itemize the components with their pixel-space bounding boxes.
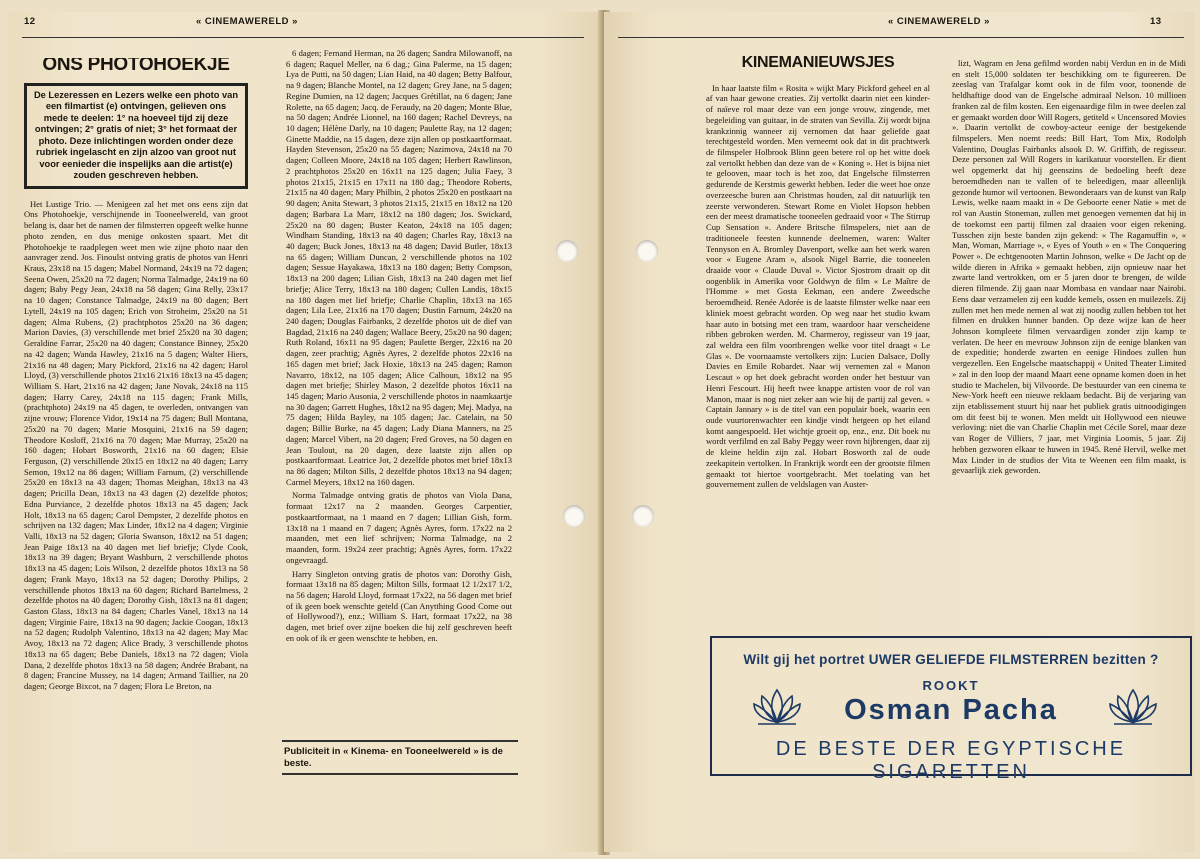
lotus-ornament-right-icon: [1108, 686, 1158, 726]
binding-hole: [563, 505, 585, 527]
left-column-1: [24, 58, 248, 808]
right-column-1: [706, 56, 930, 616]
left-column-2: [286, 48, 512, 780]
right-header-rule: [618, 37, 1184, 38]
binding-hole: [636, 240, 658, 262]
right-column-2: [952, 58, 1186, 626]
photohoekje-title: ONS PHOTOHOEKJE: [42, 58, 230, 75]
publicity-footer: Publiciteit in « Kinema- en Tooneelwereld » is de beste.: [284, 746, 503, 769]
right-running-header: « CINEMAWERELD »: [888, 16, 990, 27]
left-header-rule: [22, 37, 584, 38]
norma-talmadge-entry: Norma Talmadge ontving gratis de photos van Viola Dana, formaat 12x17 na 2 maanden. Georges Carpentier, postkaartformaat, na 1 maand en 7 dagen; Lillian Gish, form. 13x18 na 1 maand en 7 dagen; Agnès Ayres, form. 17x22 na 2 maanden, met een lief schrijven; Norma Talmadge, na 2 maanden, form. 19x24 zeer prachtig; Agnès Ayres, form. 17x22 ongevraagd.: [286, 490, 512, 565]
binding-hole: [632, 505, 654, 527]
right-page-number: 13: [1150, 16, 1162, 27]
advert-slogan: DE BESTE DER EGYPTISCHE SIGARETTEN: [775, 738, 1127, 783]
notice-box: De Lezeressen en Lezers welke een photo van een filmartist (e) ontvingen, gelieven ons mede te deelen: 1° na hoeveel tijd zij deze ontvingen; 2° gratis of niet; 3° het formaat der photo. Deze inlichtingen worden onder deze rubriek ingelascht en zijn alzoo van groot nut voor eenieder die inspelijks aan die artist(e) zouden geschreven hebben.: [24, 83, 248, 189]
advert-brand: Osman Pacha: [844, 694, 1058, 726]
binding-hole: [556, 240, 578, 262]
harry-singleton-entry: Harry Singleton ontving gratis de photos van: Dorothy Gish, formaat 13x18 na 85 dagen; Milton Sills, formaat 12 1/2x17 1/2, na 56 dagen; Harold Lloyd, formaat 17x22, na 56 dagen met brief of ik geen boek wenschte geteld (Can Anytthing Good Come out of Hollywood?), enz.; William S. Hart, formaat 17x22, na 38 dagen, met brief over zijne boeken die hij zelf geschreven heeft en ook of ik er geen wenschte te hebben, en.: [286, 568, 512, 643]
lotus-ornament-left-icon: [752, 686, 802, 726]
osman-pacha-advert: [710, 636, 1192, 783]
footer-top-rule: [282, 740, 518, 742]
footer-bottom-rule: [282, 773, 518, 775]
kinemanieuwsjes-title: KINEMANIEUWSJES: [741, 56, 895, 71]
left-page-number: 12: [24, 16, 36, 27]
advert-rookt: ROOKT: [922, 678, 980, 693]
news-text-continued: lizt, Wagram en Jena gefilmd worden nabij Verdun en in de Midi en stelt 15,000 soldaten ter beschikking om te figureeren. De zeeslag van Trafalgar komt ook in de film voor, toonende de heldhaftige dood van de Engelsche admiraal Nelson. 10 millioen franken zal de film kosten. Een eigenaardige film in twee deelen zal er gemaakt worden door Will Rogers, getiteld « Uncensored Movies ». Daarin vertolkt de cowboy-acteur eenige der bestgekende filmspelers. Men noemt reeds: Bill Hart, Tom Mix, Rodolph Valentino, Douglas Fairbanks alsook D. W. Griffith, de regisseur. Deze personen zal Will Rogers in karikatuur voorstellen. Er dient wel opgemerkt dat hij geenszins de bedoeling heeft deze beroemdheden nan te vallen of te beleedigen, maar alleenlijk gezonde humor wil vertoonen. Bewonderaars van de kunst van Ralp Lewis, welke naam maakt in « De Geboorte eener Natie » met de rol van Austin Stoneman, zullen met genoegen vernemen dat hij in de toekomst een partij filmen zal draaien voor eigen rekening. Tusschen zijn beste banden zijn gekend: « The Ragamuffin », « Man, Woman, Marriage », « Eyes of Youth » en « The Conquering Power ». De echtgenooten Martin Johnson, welke « De Jacht op de wilde dieren in Afrika » gemaakt hebben, zijn opnieuw naar het zwarte land vertrokken, om er 5 jaren door te brengen, de wilde dieren filmende. Zij gaan naar Mombasa en vandaar naar Nairobi. Eens daar verzamelen zij een kudde kemels, ossen en muilezels. Zij zullen met hen mede nemen al wat zij noodig zullen hebben tot het filmen en drukken hunner banden. Op deze wijze kan de heer Johnson kompleete filmen vervaardigen zonder zijn kamp te verlaten. De heer en mevrouw Johnson zijn de eenige blanken van de expeditie; honderde zwarten en eenige Hindoes zullen hun vergezellen. Een Engelsche maatschappij « United Theater Limited » zal in den loop der maand Maart eene opname komen doen in het studio te Machelen, bij Vilvoorde. De bestuurder van een cinema te New-York heeft een nieuwe reklaam bedacht. Bij de verjaring van zijn etablissement stuurt hij naar het publiek gratis uitnoodigingen om dit feest bij te wonen. Men meldt uit Hollywood een nieuwe verloving: niet die van Charlie Chaplin met Cécile Sorel, maar deze van Roger de Villiers, 7 jaar, met Virginia Loomis, 5 jaar. Zij hebben gezworen elkaar te huwen in 1945. René Hervil, welke met Max Linder in de studios der Vita te Weenen een film maakt, is gevaarlijk ziek geworden.: [952, 58, 1186, 476]
advert-headline: Wilt gij het portret UWER GELIEFDE FILMSTERREN bezitten ?: [743, 652, 1159, 667]
news-text: In haar laatste film « Rosita » wijkt Mary Pickford geheel en al af van haar gewone creaties. Zij vertolkt daarin niet een kinder- of naïeve rol maar deze van een jonge vrouw, zingende, met begeleiding van guitaar, in de straten van Sevilla. Zij wordt bijna krankzinnig wanneer zij vernomen dat haar geliefde gaat terechtgesteld worden. Men verneemt ook dat in dit prachtwerk de filmspeler Holbrook Blinn geen betere rol op het witte doek zal vertolkt hebben dan deze van de « Koning ». Het is bijna niet te gelooven, maar toch is het zoo, dat Engelsche filmsterren gedurende de Kerstmis gewerkt hebben. Ieder die weet hoe onze overzeesche buren aan Christmas houden, zal dit natuurlijk ten zeerste verwonderen. Stewart Rome en Violet Hopson hebben een der meest dramatische tooneelen gedraaid voor « The Stirrup Cup Sensation ». Andere Britsche filmspelers, niet aan de traditioneele feesten kunnende deelnemen, waren: Walter Tennyson en A. Bromley Davenport, welke aan het werk waren voor « Eugene Aram », alsook Nigel Barrie, die tooneelen draaide voor « Claude Duval ». Victor Sjostrom draait op dit oogenblik in Amerika voor Goldwyn de film « Le Maître de l'Homme » met Gosta Eekman, een andere Zweedsche beroemdheid. Renée Adorée is de laatste filmster welke naar een kliniek moest gebracht worden. Op weg naar het studio kwam haar auto in botsing met een tram, waardoor haar verscheidene ribben gebroken werden. M. Charmeroy, regisseur van 19 jaar, zal weldra een film voortbrengen welke voor titel draagt « Le Glas ». De voornaamste vertolkers zijn: Lucien Dalsace, Dolly Davies en Emile Robardet. Naar wij vernemen zal « Manon Lescaut » op het doek gebracht worden onder het bestuur van Henri Fescourt. Hij heeft twee knappe artisten voor de rol van Manon, maar is nog niet zeker aan wie hij de partij zal geven. « Captain Jannary » is de titel van een populair boek, waarin een oude vuurtorenwachter een kindje vindt hetgeen op het eiland komt aangespoeld. Het wichtje groeit op, enz., enz. Dit boek nu wordt verfilmd en zal Baby Peggy weer rovn hijbrengen, daar zij de kleine heldin zijn zal. Hobart Bosworth zal de oude zeekapitein vertolken. In Frankrijk wordt een der grootste filmen gemaakt tot hiertoe voortgebracht. Met toelating van het gouvernement zullen de veldslagen van Auster-: [706, 82, 930, 490]
photohoekje-text: Het Lustige Trio. — Menigeen zal het met ons eens zijn dat Ons Photohoekje, verschijnende in Tooneelwereld, van groot belang is, daar het de namen der filmsterren opgeeft welke hunne photo zenden, en dus menige onkosten spaart. Met dit Photohoekje te raadplegen weet men wie zijne photo naar den aanvrager zend. Jos. Finoulst ontving gratis de photos van Henri Kraus, 23x18 na 15 dagen; Mabel Normand, 24x19 na 72 dagen; Seena Owen, 25x20 na 72 dagen; Norma Talmadge, 24x19 na 60 dagen; Baby Pegy Jean, 24x18 na 58 dagen; Gina Relly, 23x17 na 10 dagen; Constance Talmadge, 24x19 na 80 dagen; Bert Lytell, 24x19 na 105 dagen; Erich von Stroheim, 25x20 na 51 dagen; Alma Rubens, (2) prachtphotos 25x20 na 36 dagen; Marion Davies, (3) verschillende met brief 25x20 na 30 dagen; Geraldine Farrar, 25x20 na 40 dagen; Constance Binney, 25x20 na 42 dagen; Wanda Hawley, 21x16 na 5 dagen; Walter Hiers, 21x16 na 48 dagen; Mary Pickford, 21x16 na 42 dagen; Harol Lloyd, (3) verschillende photos 21x16 21x16 18x13 na 45 dagen; William S. Hart, 21x16 na 42 dagen; Jane Novak, 24x18 na 115 dagen; Harry Carey, 24x18 na 115 dagen; Frank Mills, (prachtphoto) 24x19 na 45 dagen, te overleden, ontvangen van zijne vrouw; Florence Vidor, 19x14 na 75 dagen; Bull Montana, 25x20 na 70 dagen; Marie Mosquini, 21x16 na 59 dagen; Theodore Kosloff, 21x16 na 70 dagen; Mae Murray, 25x20 na 160 dagen; Hobart Bosworth, 21x16 na 60 dagen; Elsie Ferguson, (2) verschillende 20x15 en 18x12 na 40 dagen; Larry Semon, 19x12 na 86 dagen; William Farnum, (2) verschillende 25x20 en 18x13 na 43 dagen; Thomas Meighan, 18x13 na 43 dagen; Pricilla Dean, 18x13 na 43 dagen (2) dezelfde photos; Edna Purviance, 2 dezelfde photos 18x13 na 45 dagen; Jack Holt, 18x13 na 65 dagen; Carol Dempster, 2 dezelfde photos en schrijven na 132 dagen; Max Linder, 18x12 na 4 dagen; Virginie Valli, 18x13 na 52 dagen; Gloria Swanson, 18x12 na 51 dagen; Jean Paige 18x13 na 40 dagen met lief briefje; Clyde Cook, 18x13 na 39 dagen; Bryant Washburn, 2 verschillende photos 18x13 na 45 dagen; Lois Wilson, 2 dezelfde photos 18x13 na 58 dagen; Frank Mayo, 18x13 na 52 dagen; Dorothy Philips, 2 verschillende photos 18x13 na 60 dagen; Richard Bartelmess, 2 dezelfde photos na 40 dagen; Dorothy Gish, 18x13 na 81 dagen; Gaston Glass, 18x13 na 84 dagen; Charles Vanel, 18x13 na 14 dagen; Virginie Faire, 18x13 na 90 dagen; Jackie Coogan, 18x13 na 52 dagen; Rudolph Valentino, 18x13 na 42 dagen; May Mac Avoy, 18x13 na 72 dagen; Alice Brady, 3 verschillende photos 18x13 na 65 dagen; Bebe Daniels, 18x13 na 72 dagen; Viola Dana, 2 dezelfde photos 18x13 na 58 dagen; Andrée Brabant, na 8 dagen; Francine Mussey, na 14 dagen; Armand Taillier, na 20 dagen; George Bixcot, na 7 dagen; Flora Le Breton, na: [24, 198, 248, 692]
photohoekje-continued: 6 dagen; Fernand Herman, na 26 dagen; Sandra Milowanoff, na 6 dagen; Raquel Meller, na 6 dag.; Gina Palerme, na 15 dagen; Lya de Putti, na 50 dagen; Lian Haid, na 40 dagen; Betty Balfour, na 9 dagen; Blanche Montel, na 12 dagen; Grey Jane, na 5 dagen; Regine Dumien, na 12 dagen; Jacques Grétillat, na 6 dagen; Jane Rolette, na 65 dagen; Jacq. de Feraudy, na 20 dagen; Monte Blue, na 50 dagen; Andrée Lionnel, na 160 dagen; Rachel Devreys, na 10 dagen; Hélène Darly, na 10 dagen; Paulette Ray, na 12 dagen; Ginette Maddie, na 15 dagen, deze zijn allen op postkaartformaat. Hayden Stevenson, 25x20 na 55 dagen; Nazimova, 24x18 na 70 dagen; Colleen Moore, 24x18 na 105 dagen; Herbert Rawlinson, 2 prachtphotos 25x20 en 16x11 na 125 dagen; Julia Faey, 3 photos 21x15, 21x15 en 17x11 na 180 dag.; Theodore Roberts, 21x15 na 40 dagen; Mary Philbin, 2 photos 25x20 en postkaart na 90 dagen; Anita Stewart, 3 photos 21x15, 21x15 en 18x12 na 120 dagen; Barbara La Marr, 18x12 na 180 dagen; Jos. Swickard, 25x20 na 80 dagen; Buster Keaton, 24x18 na 105 dagen; Windham Standing, 18x13 na 40 dagen; Charles Ray, 18x13 na 40 dagen; Buck Jones, 18x13 na 48 dagen; David Butler, 18x13 na 65 dagen; William Duncan, 2 verschillende photos na 102 dagen; Sessue Hayakawa, 18x13 na 180 dagen; Betty Compson, 18x13 na 200 dagen; Lilian Gish, 18x13 na 240 dagen met lief briefje; Alice Terry, 18x13 na 180 dagen; Cullen Landis, 18x15 na 180 dagen met lief briefje; Charlie Chaplin, 18x13 na 165 dagen; Lila Lee, 21x16 na 170 dagen; Dustin Farnum, 24x20 na 240 dagen; Douglas Fairbanks, 2 dezelfde photos uit de dief van Bagdad, 21x16 na 240 dagen; Wallace Beery, 25x20 na 90 dagen; Ruth Roland, 16x11 na 95 dagen; Paulette Berger, 22x16 na 20 dagen, zeer prachtig; Agnès Ayres, 2 dezelfde photos 22x16 na 165 dagen met brief; Jack Hoxie, 18x13 na 245 dagen; Ramon Navarro, 18x12, na 105 dagen; Alice Calhoun, 18x12 na 95 dagen met briefje; Shirley Mason, 2 dezelfde photos 16x11 na 145 dagen; Mario Ausonia, 2 verschillende photos in naamkaartje na 30 dagen; Garrett Hughes, 18x12 na 95 dagen; Mej. Madya, na 75 dagen; Hilda Bayley, na 105 dagen; Jac. Catelain, na 50 dagen; Billie Burke, na 45 dagen; Lady Diana Manners, na 25 dagen; Marcel Vibert, na 20 dagen; Fred Groves, na 50 dagen en Jean Toulout, na 20 dagen, deze laatste zijn allen op postkaartformaat. Leatrice Jot, 2 dezelfde photos met brief 18x13 na 86 dagen; Milton Sills, 2 dezelfde photos 18x13 na 94 dagen; Carmel Meyers, 18x12 na 160 dagen.: [286, 48, 512, 487]
left-running-header: « CINEMAWERELD »: [196, 16, 298, 27]
